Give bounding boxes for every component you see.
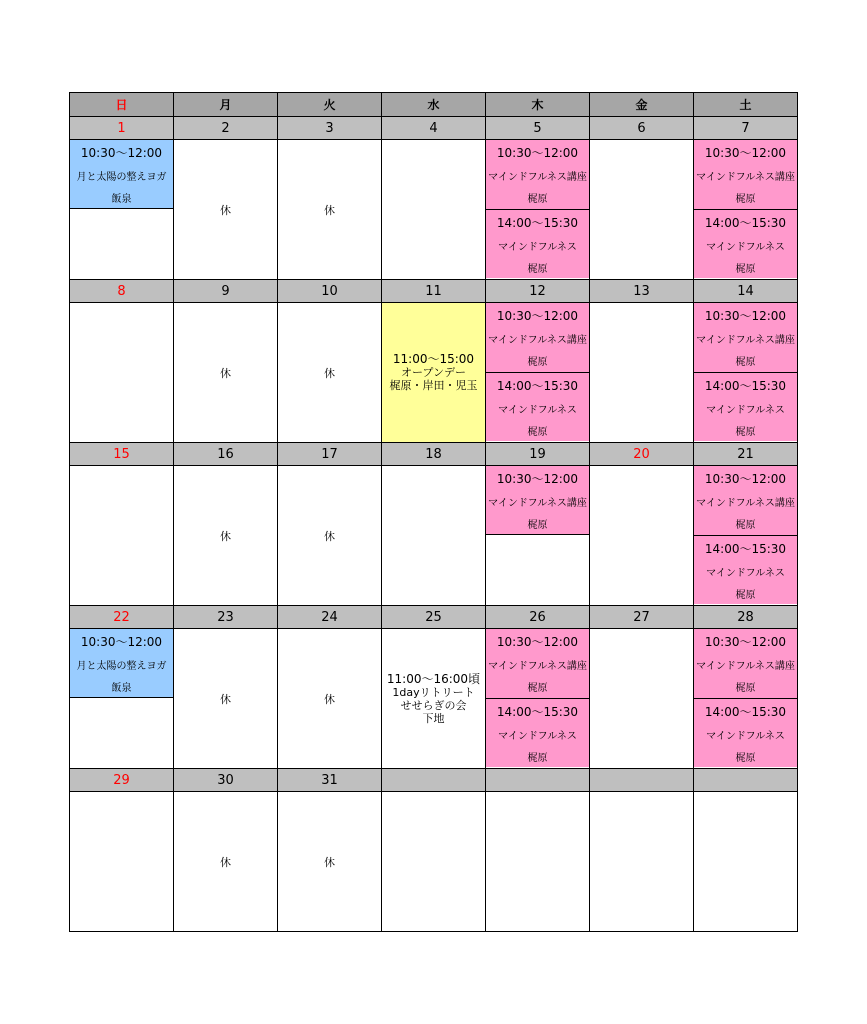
date-cell: 25: [382, 606, 486, 629]
date-cell: [486, 769, 590, 792]
day-cell: [694, 140, 798, 280]
date-cell: [382, 769, 486, 792]
event-mindfulness: [486, 372, 589, 441]
event-mindfulness-course: [694, 466, 797, 535]
day-cell: [486, 466, 590, 606]
date-cell: 27: [590, 606, 694, 629]
event-title: 月と太陽の整えヨガ: [76, 171, 167, 183]
weekday-sun: 日: [70, 93, 174, 117]
day-cell: [694, 792, 798, 932]
event-host: 梶原: [527, 426, 548, 438]
weekday-fri: 金: [590, 93, 694, 117]
date-cell: 23: [174, 606, 278, 629]
event-mindfulness-course: [694, 629, 797, 698]
day-cell: [174, 303, 278, 443]
event-title: マインドフルネス: [706, 567, 785, 579]
day-cell: [694, 303, 798, 443]
event-mindfulness: [694, 372, 797, 441]
event-mindfulness-course: [694, 140, 797, 209]
closed-label: 休: [324, 692, 335, 706]
day-cell: [174, 629, 278, 769]
date-cell: 22: [70, 606, 174, 629]
event-host: 梶原: [735, 194, 756, 206]
event-subtitle: せせらぎの会: [400, 698, 467, 712]
weekday-thu: 木: [486, 93, 590, 117]
day-cell: [486, 140, 590, 280]
event-host: 梶原: [527, 357, 548, 369]
day-cell: [70, 303, 174, 443]
date-cell: 5: [486, 117, 590, 140]
event-yoga: [70, 629, 173, 698]
date-cell: 11: [382, 280, 486, 303]
event-title: マインドフルネス講座: [488, 334, 587, 346]
event-time: 10:30～12:00: [704, 145, 787, 160]
day-cell: [694, 629, 798, 769]
day-cell-retreat: [382, 629, 486, 769]
date-cell: 18: [382, 443, 486, 466]
event-mindfulness-course: [486, 303, 589, 372]
day-cell: [278, 792, 382, 932]
date-cell: 14: [694, 280, 798, 303]
closed-label: 休: [220, 203, 231, 217]
day-cell: [278, 466, 382, 606]
date-cell: 20: [590, 443, 694, 466]
closed-label: 休: [220, 855, 231, 869]
event-mindfulness: [694, 535, 797, 604]
day-cell: [590, 140, 694, 280]
closed-label: 休: [220, 366, 231, 380]
weekday-mon: 月: [174, 93, 278, 117]
event-yoga: [70, 140, 173, 209]
event-time: 10:30～12:00: [496, 634, 579, 649]
date-cell: 31: [278, 769, 382, 792]
event-time: 10:30～12:00: [704, 308, 787, 323]
event-time: 10:30～12:00: [496, 145, 579, 160]
event-open-day: [390, 353, 478, 392]
event-title: マインドフルネス講座: [696, 334, 795, 346]
day-cell: [382, 466, 486, 606]
event-host: 梶原: [527, 263, 548, 275]
day-cell: [486, 629, 590, 769]
date-cell: 19: [486, 443, 590, 466]
date-cell: 30: [174, 769, 278, 792]
day-cell: [590, 629, 694, 769]
weekday-wed: 水: [382, 93, 486, 117]
event-host: 梶原: [735, 589, 756, 601]
day-cell: [278, 140, 382, 280]
date-cell: 28: [694, 606, 798, 629]
event-host: 下地: [422, 711, 445, 725]
event-host: 梶原: [527, 519, 548, 531]
event-time: 10:30～12:00: [704, 634, 787, 649]
closed-label: 休: [324, 366, 335, 380]
date-cell: 15: [70, 443, 174, 466]
date-cell: [590, 769, 694, 792]
date-cell: [694, 769, 798, 792]
date-cell: 9: [174, 280, 278, 303]
date-cell: 1: [70, 117, 174, 140]
event-retreat: [387, 673, 480, 725]
event-title: 1dayリトリート: [392, 685, 475, 699]
event-host: 梶原・岸田・児玉: [389, 379, 478, 392]
event-host: 梶原: [735, 357, 756, 369]
date-cell: 29: [70, 769, 174, 792]
date-cell: 4: [382, 117, 486, 140]
event-mindfulness-course: [486, 629, 589, 698]
event-mindfulness: [486, 698, 589, 767]
event-host: 梶原: [735, 520, 756, 532]
date-cell: 7: [694, 117, 798, 140]
event-host: 梶原: [735, 426, 756, 438]
event-host: 梶原: [527, 752, 548, 764]
event-title: マインドフルネス: [706, 404, 785, 416]
day-cell: [174, 792, 278, 932]
event-mindfulness: [694, 209, 797, 278]
event-mindfulness: [694, 698, 797, 767]
date-cell: 6: [590, 117, 694, 140]
day-cell: [486, 303, 590, 443]
day-cell: [278, 629, 382, 769]
event-title: オープンデー: [400, 366, 466, 379]
closed-label: 休: [220, 692, 231, 706]
event-host: 梶原: [735, 683, 756, 695]
day-cell: [70, 792, 174, 932]
event-title: マインドフルネス講座: [488, 497, 587, 509]
event-time: 14:00～15:30: [496, 704, 579, 719]
event-time: 14:00～15:30: [704, 215, 787, 230]
event-title: マインドフルネス: [498, 241, 577, 253]
event-mindfulness-course: [486, 140, 589, 209]
event-mindfulness-course: [694, 303, 797, 372]
closed-label: 休: [324, 529, 335, 543]
closed-label: 休: [324, 855, 335, 869]
day-cell: [590, 466, 694, 606]
date-cell: 24: [278, 606, 382, 629]
event-host: 梶原: [527, 683, 548, 695]
event-time: 10:30～12:00: [80, 634, 163, 649]
day-cell: [590, 792, 694, 932]
date-cell: 16: [174, 443, 278, 466]
day-cell: [174, 140, 278, 280]
day-cell: [694, 466, 798, 606]
event-title: マインドフルネス: [498, 404, 577, 416]
event-time: 14:00～15:30: [496, 378, 579, 393]
day-cell-open-day: [382, 303, 486, 443]
event-title: マインドフルネス講座: [488, 660, 587, 672]
day-cell: [590, 303, 694, 443]
date-cell: 3: [278, 117, 382, 140]
weekday-sat: 土: [694, 93, 798, 117]
event-title: マインドフルネス講座: [488, 171, 587, 183]
day-cell: [382, 140, 486, 280]
event-time: 14:00～15:30: [704, 704, 787, 719]
day-cell: [70, 629, 174, 769]
event-host: 梶原: [735, 752, 756, 764]
event-time: 11:00～15:00: [392, 352, 475, 366]
date-cell: 26: [486, 606, 590, 629]
date-cell: 17: [278, 443, 382, 466]
event-time: 10:30～12:00: [80, 145, 163, 160]
date-cell: 10: [278, 280, 382, 303]
event-host: 飯泉: [111, 193, 132, 205]
date-cell: 2: [174, 117, 278, 140]
day-cell: [70, 140, 174, 280]
event-title: 月と太陽の整えヨガ: [76, 660, 167, 672]
event-title: マインドフルネス: [706, 241, 785, 253]
event-time: 10:30～12:00: [496, 471, 579, 486]
day-cell: [486, 792, 590, 932]
event-time: 14:00～15:30: [496, 215, 579, 230]
event-time: 10:30～12:00: [496, 308, 579, 323]
event-time: 10:30～12:00: [704, 471, 787, 486]
day-cell: [174, 466, 278, 606]
event-mindfulness-course: [486, 466, 589, 535]
day-cell: [382, 792, 486, 932]
day-cell: [70, 466, 174, 606]
event-title: マインドフルネス講座: [696, 497, 795, 509]
event-title: マインドフルネス講座: [696, 660, 795, 672]
day-cell: [278, 303, 382, 443]
event-host: 梶原: [527, 194, 548, 206]
date-cell: 13: [590, 280, 694, 303]
weekday-tue: 火: [278, 93, 382, 117]
event-host: 飯泉: [111, 682, 132, 694]
closed-label: 休: [220, 529, 231, 543]
date-cell: 8: [70, 280, 174, 303]
event-time: 11:00～16:00頃: [386, 671, 481, 686]
calendar-grid: [69, 92, 798, 932]
event-time: 14:00～15:30: [704, 541, 787, 556]
closed-label: 休: [324, 203, 335, 217]
event-mindfulness: [486, 209, 589, 278]
date-cell: 12: [486, 280, 590, 303]
event-title: マインドフルネス講座: [696, 171, 795, 183]
event-host: 梶原: [735, 263, 756, 275]
event-time: 14:00～15:30: [704, 378, 787, 393]
date-cell: 21: [694, 443, 798, 466]
event-title: マインドフルネス: [706, 730, 785, 742]
event-title: マインドフルネス: [498, 730, 577, 742]
